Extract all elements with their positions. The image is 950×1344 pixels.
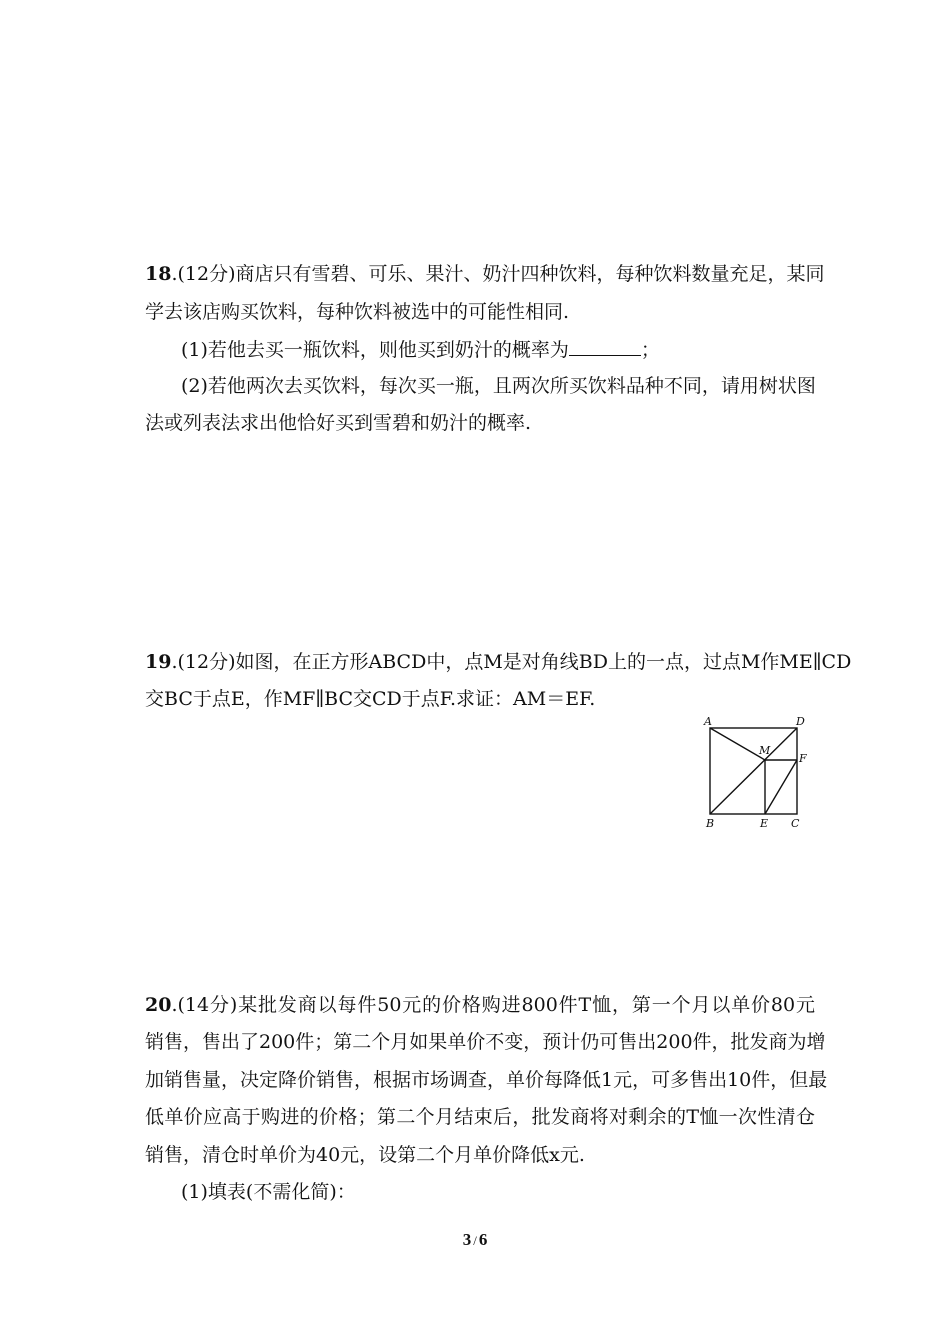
label-a: A (704, 715, 712, 728)
answer-blank (569, 337, 641, 356)
q19-text-1: 如图，在正方形ABCD中，点M是对角线BD上的一点，过点M作ME∥CD (235, 651, 852, 673)
q18-part1 (181, 337, 815, 362)
q19-line-2: 交BC于点E，作MF∥BC交CD于点F.求证：AM＝EF. (145, 688, 596, 710)
diagonal-bd (710, 728, 797, 814)
label-e: E (760, 817, 769, 830)
q19-line-1: 19.(12分)如图，在正方形ABCD中，点M是对角线BD上的一点，过点M作ME∥CD (145, 651, 852, 673)
q18-score: (12分) (177, 263, 236, 285)
q18-part1-text: (1)若他去买一瓶饮料，则他买到奶汁的概率为 (181, 339, 569, 361)
q20-score: (14分) (177, 994, 238, 1016)
segment-ef (765, 760, 797, 814)
page-current: 3 (462, 1230, 472, 1249)
page-total: 6 (478, 1230, 488, 1249)
q18-line-1: 18.(12分)商店只有雪碧、可乐、果汁、奶汁四种饮料，每种饮料数量充足，某同 (145, 263, 825, 285)
q18-line-2: 学去该店购买饮料，每种饮料被选中的可能性相同. (145, 301, 570, 323)
q20-line-3: 加销售量，决定降价销售，根据市场调查，单价每降低1元，可多售出10件，但最 (145, 1069, 828, 1091)
q18-part2-line-1: (2)若他两次去买饮料，每次买一瓶，且两次所买饮料品种不同，请用树状图 (181, 375, 816, 397)
q18-text-1: 商店只有雪碧、可乐、果汁、奶汁四种饮料，每种饮料数量充足，某同 (235, 263, 825, 285)
label-m: M (759, 744, 771, 757)
label-b: B (706, 817, 715, 830)
q18-part2-line-2: 法或列表法求出他恰好买到雪碧和奶汁的概率. (145, 412, 532, 434)
label-d: D (796, 715, 805, 728)
q18-number: 18 (145, 263, 172, 285)
page-separator: / (473, 1233, 477, 1248)
q20-line-5: 销售，清仓时单价为40元，设第二个月单价降低x元. (145, 1144, 585, 1166)
label-c: C (791, 817, 800, 830)
q19-number: 19 (145, 651, 172, 673)
label-f: F (799, 752, 807, 765)
q20-line-4: 低单价应高于购进的价格；第二个月结束后，批发商将对剩余的T恤一次性清仓 (145, 1106, 815, 1128)
square-geometry-figure (698, 712, 818, 834)
q19-score: (12分) (177, 651, 236, 673)
q20-text-1: 某批发商以每件50元的价格购进800件T恤，第一个月以单价80元 (237, 994, 815, 1016)
page-number (0, 1230, 950, 1250)
segment-am (710, 728, 765, 760)
q20-line-2: 销售，售出了200件；第二个月如果单价不变，预计仍可售出200件，批发商为增 (145, 1031, 826, 1053)
q20-line-1: 20.(14分)某批发商以每件50元的价格购进800件T恤，第一个月以单价80元 (145, 994, 815, 1016)
q18-part1-suffix: ； (640, 339, 660, 361)
q20-part1: (1)填表(不需化简)： (181, 1181, 356, 1203)
q20-number: 20 (145, 994, 172, 1016)
